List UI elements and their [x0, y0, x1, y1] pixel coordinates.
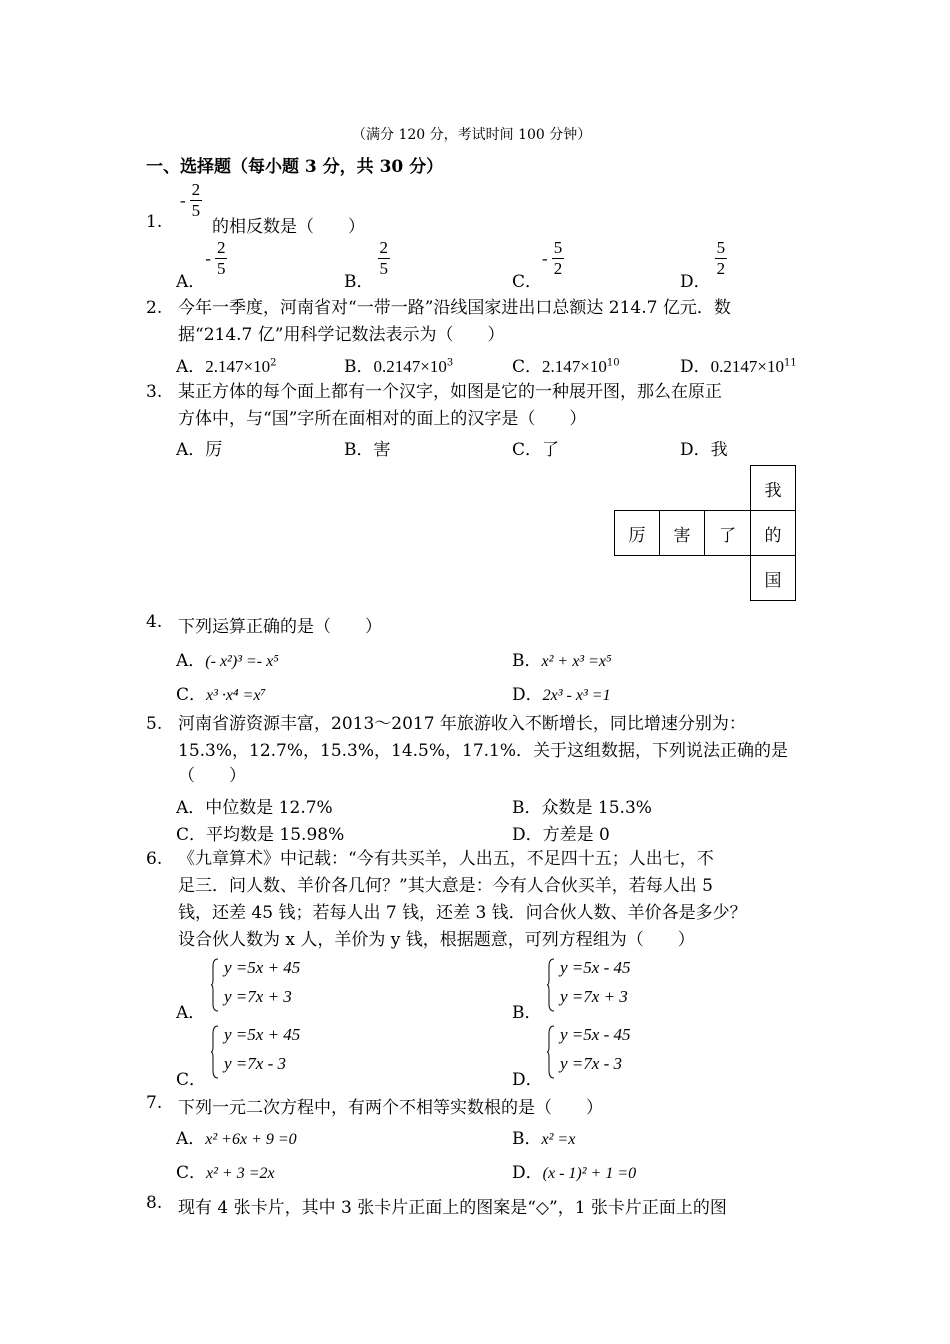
option-c: C．了 — [512, 440, 560, 460]
option-c: C．平均数是 15.98% — [176, 825, 345, 845]
option-a: A．- $\frac{2}{5}$ — [176, 238, 226, 292]
brace-icon — [210, 958, 220, 1017]
net-cell-de: 的 — [750, 510, 796, 556]
question-line-1: 今年一季度，河南省对“一带一路”沿线国家进出口总额达 214.7 亿元．数 — [178, 298, 731, 318]
option-d: D．2x³ - x³ =1 — [512, 685, 611, 705]
option-d-eq1: y =5x - 45 — [560, 1025, 631, 1044]
question-line-2: 方体中，与“国”字所在面相对的面上的汉字是（ ） — [178, 409, 587, 429]
option-b: B． $\frac{2}{5}$ — [344, 238, 388, 292]
question-number: 2. — [146, 298, 163, 318]
question-line-4: 设合伙人数为 x 人，羊价为 y 钱，根据题意，可列方程组为（ ） — [178, 930, 695, 950]
question-number: 6. — [146, 849, 163, 869]
option-c-label: C． — [176, 1070, 207, 1090]
question-text: 现有 4 张卡片，其中 3 张卡片正面上的图案是“◇”，1 张卡片正面上的图 — [178, 1198, 727, 1218]
option-d: D．方差是 0 — [512, 825, 610, 845]
option-d-label: D． — [512, 1070, 543, 1090]
brace-icon — [546, 1025, 556, 1084]
option-a: A．中位数是 12.7% — [176, 798, 333, 818]
option-a: A．(- x²)³ =- x⁵ — [176, 651, 279, 671]
option-a: A．$2.147\times 10^2$ — [176, 357, 277, 377]
question-text: 的相反数是（ ） — [212, 217, 365, 237]
section-title: 一、选择题（每小题 3 分，共 30 分） — [146, 157, 444, 177]
option-c-eq2: y =7x - 3 — [224, 1054, 286, 1073]
option-a-label: A． — [176, 1003, 206, 1023]
question-line-2: 足三．问人数、羊价各几何？”其大意是：今有人合伙买羊，若每人出 5 — [178, 876, 713, 896]
option-c: C．x² + 3 =2x — [176, 1163, 275, 1183]
question-line-1: 《九章算术》中记载：“今有共买羊，人出五，不足四十五；人出七，不 — [178, 849, 714, 869]
option-b: B．x² =x — [512, 1129, 576, 1149]
question-text: 下列运算正确的是（ ） — [178, 617, 382, 637]
question-line-1: 某正方体的每个面上都有一个汉字，如图是它的一种展开图，那么在原正 — [178, 382, 722, 402]
question-number: 8. — [146, 1193, 163, 1213]
question-line-3: 钱，还差 45 钱；若每人出 7 钱，还差 3 钱．问合伙人数、羊价各是多少？ — [178, 903, 747, 923]
option-c-eq1: y =5x + 45 — [224, 1025, 301, 1044]
question-number: 3. — [146, 382, 163, 402]
option-b-label: B． — [512, 1003, 542, 1023]
option-c: C．$2.147\times 10^{10}$ — [512, 357, 620, 377]
option-d: D．我 — [680, 440, 728, 460]
net-cell-li: 厉 — [614, 510, 660, 556]
option-d-eq2: y =7x - 3 — [560, 1054, 622, 1073]
question-number: 7. — [146, 1093, 163, 1113]
question-line-3: （ ） — [178, 766, 246, 786]
option-a-eq1: y =5x + 45 — [224, 958, 301, 977]
net-cell-guo: 国 — [750, 555, 796, 601]
option-b-eq2: y =7x + 3 — [560, 987, 628, 1006]
option-d: D． $\frac{5}{2}$ — [680, 238, 726, 292]
net-cell-le: 了 — [704, 510, 751, 556]
option-a: A．厉 — [176, 440, 223, 460]
question-fraction: - $\frac{2}{5}$ — [180, 180, 201, 220]
option-a-eq2: y =7x + 3 — [224, 987, 292, 1006]
option-b: B．众数是 15.3% — [512, 798, 652, 818]
question-number: 4. — [146, 612, 163, 632]
option-b: B．害 — [344, 440, 391, 460]
brace-icon — [210, 1025, 220, 1084]
question-line-2: 据“214.7 亿”用科学记数法表示为（ ） — [178, 325, 505, 345]
option-b: B．$0.2147\times 10^3$ — [344, 357, 454, 377]
question-line-1: 河南省游资源丰富，2013～2017 年旅游收入不断增长，同比增速分别为： — [178, 714, 746, 734]
option-a: A．x² +6x + 9 =0 — [176, 1129, 297, 1149]
net-cell-wo: 我 — [750, 465, 796, 511]
net-cell-hai: 害 — [659, 510, 705, 556]
brace-icon — [546, 958, 556, 1017]
question-number: 1. — [146, 212, 163, 232]
option-b: B．x² + x³ =x⁵ — [512, 651, 612, 671]
exam-subtitle: （满分 120 分，考试时间 100 分钟） — [352, 127, 592, 143]
question-number: 5. — [146, 714, 163, 734]
option-b-eq1: y =5x - 45 — [560, 958, 631, 977]
option-c: C．x³ ·x⁴ =x⁷ — [176, 685, 267, 705]
option-c: C．- $\frac{5}{2}$ — [512, 238, 563, 292]
question-line-2: 15.3%，12.7%，15.3%，14.5%，17.1%．关于这组数据，下列说法正确的是 — [178, 741, 789, 761]
question-text: 下列一元二次方程中，有两个不相等实数根的是（ ） — [178, 1098, 603, 1118]
option-d: D．$0.2147\times 10^{11}$ — [680, 357, 797, 377]
option-d: D．(x - 1)² + 1 =0 — [512, 1163, 637, 1183]
